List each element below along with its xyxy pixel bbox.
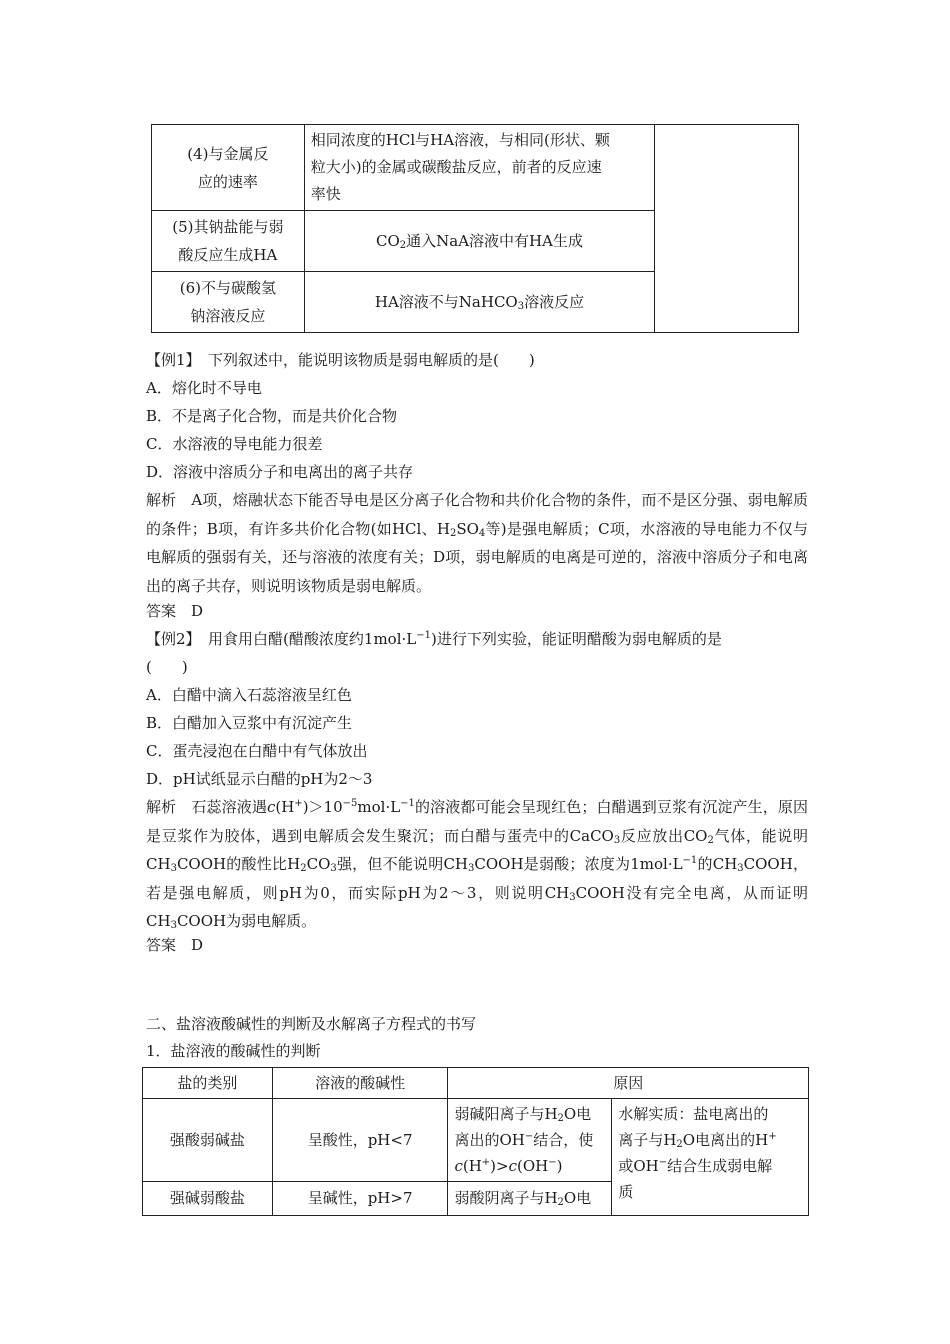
section2-subheading: 1．盐溶液的酸碱性的判断 xyxy=(146,1042,321,1060)
row4-content-line1: 相同浓度的HCl与HA溶液，与相同(形状、颗 xyxy=(310,131,610,149)
row2-salt-type: 强碱弱酸盐 xyxy=(143,1182,273,1216)
table-cell-empty xyxy=(655,125,799,333)
example2-title-paren: ( ) xyxy=(146,658,188,676)
table-cell-content xyxy=(304,125,654,211)
row4-content-line2: 粒大小)的金属或碳酸盐反应，前者的反应速 xyxy=(310,158,602,176)
header-salt-type: 盐的类别 xyxy=(143,1068,273,1099)
table-cell-label xyxy=(152,125,305,211)
row4-label-line1: (4)与金属反 xyxy=(187,144,269,163)
example1-title: 【例1】 下列叙述中，能说明该物质是弱电解质的是( ) xyxy=(146,351,535,369)
example2-option-a: A．白醋中滴入石蕊溶液呈红色 xyxy=(146,686,352,704)
row6-label-line2: 钠溶液反应 xyxy=(190,307,266,325)
row6-label-line1: (6)不与碳酸氢 xyxy=(179,279,276,297)
example2-option-b: B．白醋加入豆浆中有沉淀产生 xyxy=(146,714,353,732)
table-cell-label xyxy=(152,272,305,333)
example2-analysis: 解析 石蕊溶液遇$c(H^+)>10^{-5}mol\cdot L^{-1}$的溶液都可能会呈现红色；白醋遇到豆浆有沉淀产生，原因是豆浆作为胶体，遇到电解质会发生聚沉；而白醋与蛋壳中的CaCO$_3$反应放出$CO_2$气体，能说明$CH_3COOH$的酸性比$H_2CO_3$强，但不能说明$CH_3COOH$是弱酸；浓度为$1mol\cdot L^{-1}$的$CH_3COOH$，若是强电解质，则pH为0，而实际pH为2～3，则说明$CH_3COOH$没有完全电离，从而证明$CH_3COOH$为弱电解质。 xyxy=(146,798,809,931)
essence-cell: 水解实质：盐电离出的 离子与$H_2O$电离出的H+ 或OH−结合生成弱电解 质 xyxy=(612,1099,809,1216)
row4-content-line3: 率快 xyxy=(310,185,341,203)
header-acidity: 溶液的酸碱性 xyxy=(272,1068,448,1099)
row2-acidity: 呈碱性，pH>7 xyxy=(272,1182,448,1216)
section2-heading: 二、盐溶液酸碱性的判断及水解离子方程式的书写 xyxy=(146,1015,477,1033)
row1-reason: 弱碱阳离子与$H_2O$电 离出的OH−结合，使 c(H+)>c(OH−) xyxy=(448,1099,612,1182)
example1-analysis: 解析 A项，熔融状态下能否导电是区分离子化合物和共价化合物的条件，而不是区分强、弱电解质的条件；B项，有许多共价化合物(如HCl、$H_2SO_4$等)是强电解质；C项，水溶液的导电能力不仅与电解质的强弱有关，还与溶液的浓度有关；D项，弱电解质的电离是可逆的，溶液中溶质分子和电离出的离子共存，则说明该物质是弱电解质。 xyxy=(146,491,808,595)
example2-answer: 答案 D xyxy=(146,936,204,954)
example2-option-d: D．pH试纸显示白醋的pH为2～3 xyxy=(146,770,373,788)
row5-label-line1: (5)其钠盐能与弱 xyxy=(172,218,284,236)
example2-title: 【例2】 用食用白醋(醋酸浓度约$1mol\cdot L^{-1}$)进行下列实验，能证明醋酸为弱电解质的是 xyxy=(146,630,722,648)
example1-option-a: A．熔化时不导电 xyxy=(146,379,262,397)
row1-salt-type: 强酸弱碱盐 xyxy=(143,1099,273,1182)
example1-option-c: C．水溶液的导电能力很差 xyxy=(146,435,323,453)
row5-label-line2: 酸反应生成HA xyxy=(178,246,278,264)
example1-answer: 答案 D xyxy=(146,602,204,620)
header-reason: 原因 xyxy=(448,1068,809,1099)
conditions-table xyxy=(151,124,799,333)
table-cell-label xyxy=(152,211,305,272)
example1-option-d: D．溶液中溶质分子和电离出的离子共存 xyxy=(146,463,414,481)
example2-option-c: C．蛋壳浸泡在白醋中有气体放出 xyxy=(146,742,368,760)
example1-option-b: B．不是离子化合物，而是共价化合物 xyxy=(146,407,398,425)
row5-content: $CO_2$通入NaA溶液中有HA生成 xyxy=(304,211,654,272)
row4-label-line2: 应的速率 xyxy=(197,172,258,191)
row2-reason: 弱酸阴离子与$H_2O$电 xyxy=(448,1182,612,1216)
row1-acidity: 呈酸性，pH<7 xyxy=(272,1099,448,1182)
salt-table xyxy=(142,1067,809,1216)
row6-content: HA溶液不与NaHCO$_3$溶液反应 xyxy=(304,272,654,333)
